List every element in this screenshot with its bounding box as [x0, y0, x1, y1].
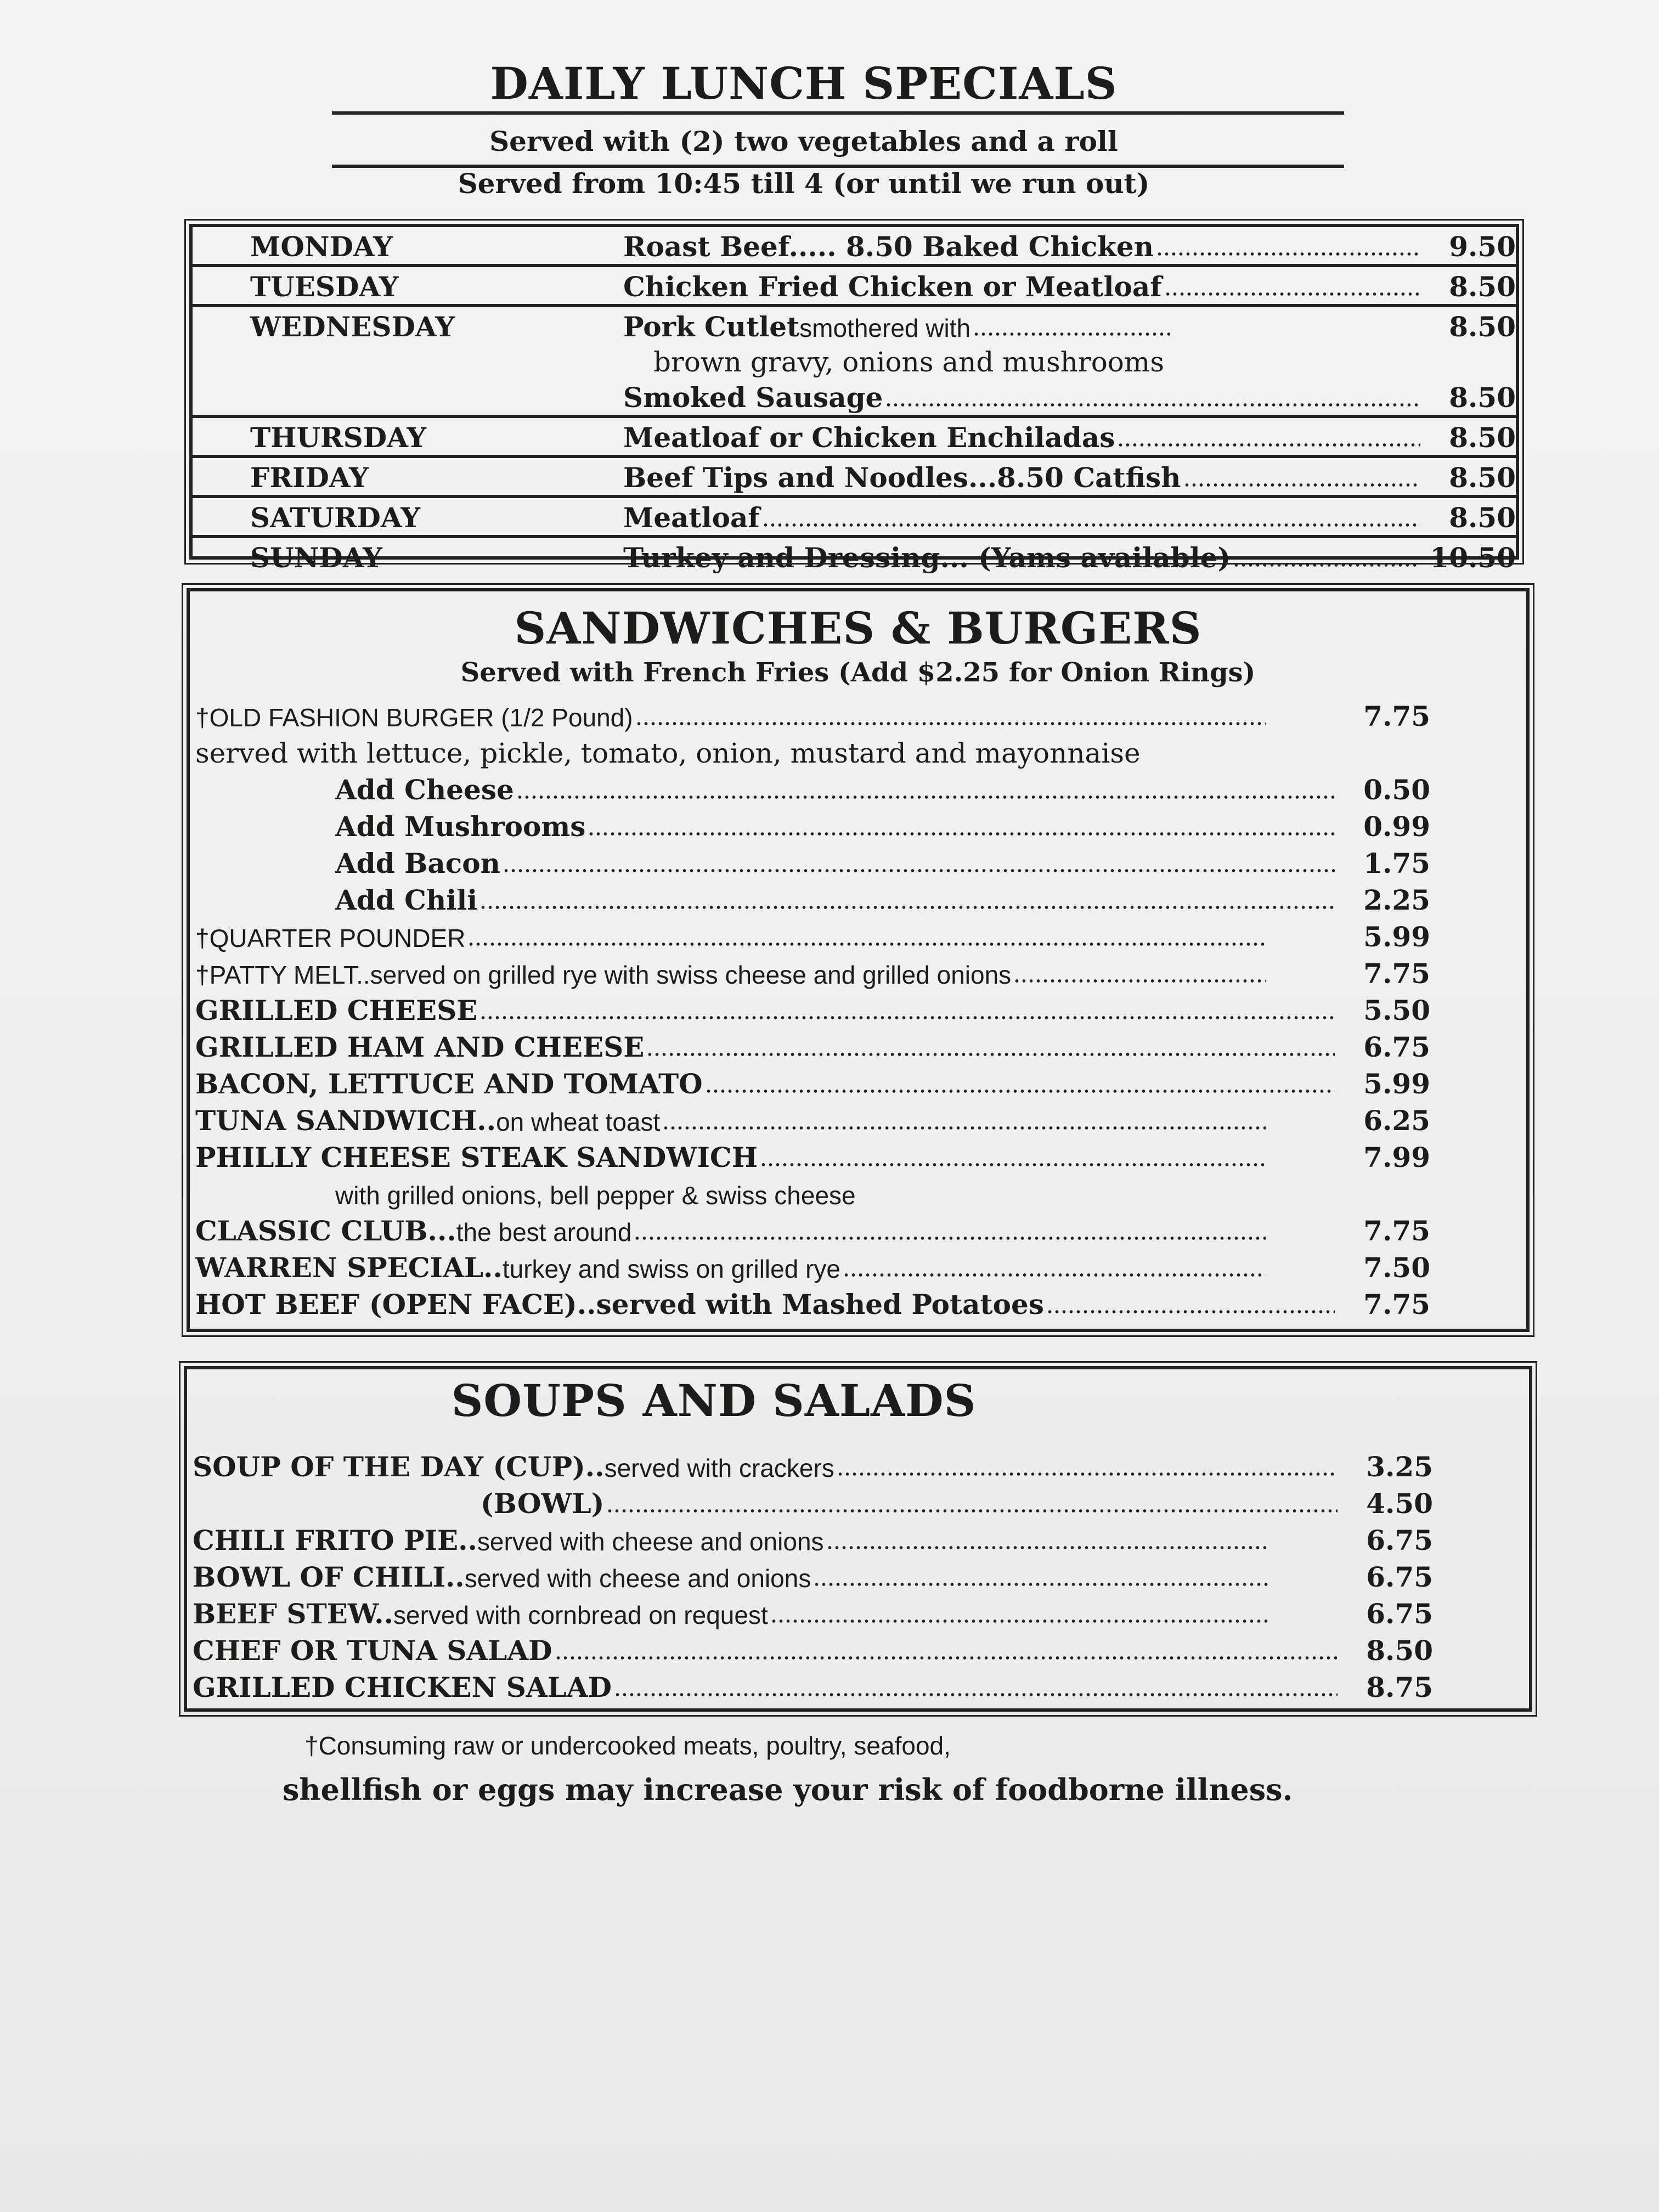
special-row: [193, 538, 1516, 575]
lunch-specials-list: [193, 227, 1516, 575]
dot-leader: [635, 721, 1266, 726]
item-name: PHILLY CHEESE STEAK SANDWICH: [195, 1141, 758, 1173]
menu-item: [193, 1520, 1433, 1556]
divider: [332, 111, 1344, 115]
lunch-specials-box: [189, 224, 1519, 574]
dot-leader: [837, 1472, 1338, 1476]
item-name: Add Mushrooms: [335, 810, 586, 843]
dot-leader: [555, 1656, 1338, 1660]
item-price: 8.50: [1449, 270, 1516, 303]
item-note: brown gravy, onions and mushrooms: [653, 346, 1164, 378]
special-row: [193, 418, 1516, 458]
soups-box: [184, 1366, 1532, 1712]
item-name: WARREN SPECIAL..: [195, 1251, 503, 1284]
item-price: 0.50: [1363, 774, 1430, 806]
special-row: [193, 307, 1516, 344]
menu-item: [195, 879, 1430, 916]
item-price: 10.50: [1430, 541, 1516, 574]
dot-leader: [479, 1015, 1335, 1020]
dot-leader: [762, 523, 1420, 527]
item-name: BEEF STEW..: [193, 1598, 393, 1630]
menu-item: [195, 843, 1430, 879]
special-item: [623, 311, 1516, 343]
menu-item: [195, 1284, 1430, 1321]
dot-leader: [1164, 292, 1420, 296]
item-description: †OLD FASHION BURGER (1/2 Pound): [195, 703, 633, 732]
dot-leader: [813, 1582, 1268, 1587]
item-description: served with cheese and onions: [477, 1527, 824, 1556]
item-description: †QUARTER POUNDER: [195, 924, 466, 952]
item-name: CHILI FRITO PIE..: [193, 1524, 477, 1556]
item-price: 6.25: [1363, 1104, 1430, 1137]
special-item: [623, 421, 1516, 454]
dot-leader: [634, 1236, 1266, 1240]
item-name: CLASSIC CLUB...: [195, 1215, 456, 1247]
dot-leader: [614, 1692, 1338, 1697]
item-description: †PATTY MELT..served on grilled rye with swiss cheese and grilled onions: [195, 961, 1012, 989]
menu-item: [195, 1063, 1430, 1100]
item-price: 6.75: [1366, 1561, 1433, 1593]
item-price: 6.75: [1366, 1524, 1433, 1556]
day-label: MONDAY: [250, 230, 393, 263]
item-description: served with crackers: [604, 1454, 834, 1482]
menu-item: [193, 1446, 1433, 1483]
item-name: Meatloaf: [623, 501, 760, 534]
item-name: BOWL OF CHILI..: [193, 1561, 465, 1593]
special-row: [193, 227, 1516, 267]
day-label: TUESDAY: [250, 270, 399, 303]
item-price: 7.75: [1363, 1288, 1430, 1321]
sandwiches-title: SANDWICHES & BURGERS: [514, 602, 1202, 654]
dot-leader: [885, 403, 1420, 407]
item-name: GRILLED CHICKEN SALAD: [193, 1671, 612, 1703]
item-price: 8.50: [1449, 461, 1516, 494]
dot-leader: [1013, 979, 1266, 983]
dot-leader: [479, 905, 1335, 910]
food-warning-line2: shellfish or eggs may increase your risk of foodborne illness.: [283, 1772, 1293, 1807]
day-label: SATURDAY: [250, 501, 420, 534]
day-label: WEDNESDAY: [250, 311, 455, 343]
special-row: [193, 378, 1516, 418]
item-name: BACON, LETTUCE AND TOMATO: [195, 1068, 703, 1100]
dot-leader: [1183, 483, 1420, 487]
item-price: 8.50: [1449, 421, 1516, 454]
dot-leader: [662, 1126, 1266, 1130]
lunch-subtitle-hours: Served from 10:45 till 4 (or until we run out): [458, 167, 1150, 200]
item-name: Pork Cutlet: [623, 311, 800, 343]
lunch-subtitle-vegetables: Served with (2) two vegetables and a roll: [489, 125, 1118, 157]
dot-leader: [588, 832, 1335, 836]
dot-leader: [646, 1052, 1335, 1057]
menu-item: [193, 1667, 1433, 1703]
item-price: 8.50: [1449, 501, 1516, 534]
item-name: Meatloaf or Chicken Enchiladas: [623, 421, 1115, 454]
menu-item: [195, 1137, 1430, 1173]
menu-item: [193, 1556, 1433, 1593]
item-name: Add Cheese: [335, 774, 514, 806]
item-price: 0.99: [1363, 810, 1430, 843]
menu-item: [195, 1247, 1430, 1284]
item-name: Add Chili: [335, 884, 478, 916]
item-price: 1.75: [1363, 847, 1430, 879]
item-price: 4.50: [1366, 1487, 1433, 1520]
lunch-specials-title: DAILY LUNCH SPECIALS: [490, 58, 1118, 109]
day-label: SUNDAY: [250, 541, 382, 574]
item-name: Chicken Fried Chicken or Meatloaf: [623, 270, 1162, 303]
item-name: Roast Beef..... 8.50 Baked Chicken: [623, 230, 1154, 263]
dot-leader: [826, 1545, 1268, 1550]
item-name: Turkey and Dressing... (Yams available): [623, 541, 1231, 574]
special-item: [623, 270, 1516, 303]
dot-leader: [1233, 563, 1420, 567]
item-note: with grilled onions, bell pepper & swiss cheese: [335, 1181, 856, 1210]
dot-leader: [503, 868, 1335, 873]
menu-item: [195, 953, 1430, 990]
special-item: [623, 230, 1516, 263]
day-label: FRIDAY: [250, 461, 369, 494]
item-name: SOUP OF THE DAY (CUP)..: [193, 1451, 605, 1483]
item-name: GRILLED CHEESE: [195, 994, 478, 1026]
item-price: 3.25: [1366, 1451, 1433, 1483]
item-price: 5.50: [1363, 994, 1430, 1026]
item-price: 5.99: [1363, 1068, 1430, 1100]
special-item: [623, 461, 1516, 494]
item-price: 7.75: [1363, 700, 1430, 732]
item-price: 6.75: [1363, 1031, 1430, 1063]
item-price: 5.99: [1363, 921, 1430, 953]
item-description: served with cornbread on request: [393, 1601, 768, 1629]
day-label: THURSDAY: [250, 421, 427, 454]
menu-item: [195, 1210, 1430, 1247]
item-description: the best around: [456, 1218, 632, 1246]
menu-item: [195, 990, 1430, 1026]
dot-leader: [760, 1163, 1266, 1167]
item-price: 7.75: [1363, 957, 1430, 990]
special-item: [623, 541, 1516, 574]
food-warning-line1: †Consuming raw or undercooked meats, poultry, seafood,: [304, 1731, 951, 1760]
item-name: GRILLED HAM AND CHEESE: [195, 1031, 645, 1063]
item-price: 7.75: [1363, 1215, 1430, 1247]
item-price: 7.99: [1363, 1141, 1430, 1173]
item-description: served with cheese and onions: [464, 1564, 811, 1593]
dot-leader: [770, 1619, 1268, 1623]
item-note: served with lettuce, pickle, tomato, onion, mustard and mayonnaise: [195, 737, 1141, 769]
dot-leader: [1046, 1310, 1335, 1314]
dot-leader: [705, 1089, 1335, 1093]
dot-leader: [843, 1273, 1266, 1277]
menu-item: [195, 1026, 1430, 1063]
item-price: 9.50: [1449, 230, 1516, 263]
item-name: Add Bacon: [335, 847, 500, 879]
item-price: 8.50: [1449, 311, 1516, 343]
soups-title: SOUPS AND SALADS: [451, 1375, 977, 1426]
menu-item: [195, 1100, 1430, 1137]
soups-list: [193, 1446, 1433, 1703]
special-item: [623, 381, 1516, 414]
item-name: CHEF OR TUNA SALAD: [193, 1634, 552, 1667]
menu-item: [195, 916, 1430, 953]
sandwiches-list: [195, 696, 1430, 1321]
dot-leader: [467, 942, 1266, 946]
item-price: 2.25: [1363, 884, 1430, 916]
item-name: TUNA SANDWICH..: [195, 1104, 496, 1137]
special-row: [193, 498, 1516, 538]
item-price: 7.50: [1363, 1251, 1430, 1284]
special-item: [623, 501, 1516, 534]
item-name: Beef Tips and Noodles...8.50 Catfish: [623, 461, 1181, 494]
dot-leader: [516, 795, 1335, 799]
dot-leader: [606, 1509, 1338, 1513]
item-name: (BOWL): [481, 1487, 605, 1520]
dot-leader: [973, 332, 1170, 336]
item-price: 8.50: [1366, 1634, 1433, 1667]
menu-item: [195, 769, 1430, 806]
item-name: Smoked Sausage: [623, 381, 883, 414]
item-name: HOT BEEF (OPEN FACE)..served with Mashed Potatoes: [195, 1288, 1044, 1321]
dot-leader: [1117, 443, 1420, 447]
item-description: turkey and swiss on grilled rye: [502, 1255, 840, 1283]
sandwiches-subtitle: Served with French Fries (Add $2.25 for Onion Rings): [460, 657, 1256, 688]
menu-item: [195, 696, 1430, 732]
menu-item: [195, 806, 1430, 843]
item-price: 8.75: [1366, 1671, 1433, 1703]
sandwiches-box: [187, 588, 1530, 1332]
menu-item: [193, 1593, 1433, 1630]
item-price: 8.50: [1449, 381, 1516, 414]
dot-leader: [1156, 252, 1420, 256]
menu-item: [193, 1483, 1433, 1520]
special-row: [193, 267, 1516, 307]
special-row: [193, 458, 1516, 498]
menu-item: [193, 1630, 1433, 1667]
item-description: smothered with: [799, 314, 971, 342]
item-description: on wheat toast: [496, 1108, 661, 1136]
item-price: 6.75: [1366, 1598, 1433, 1630]
